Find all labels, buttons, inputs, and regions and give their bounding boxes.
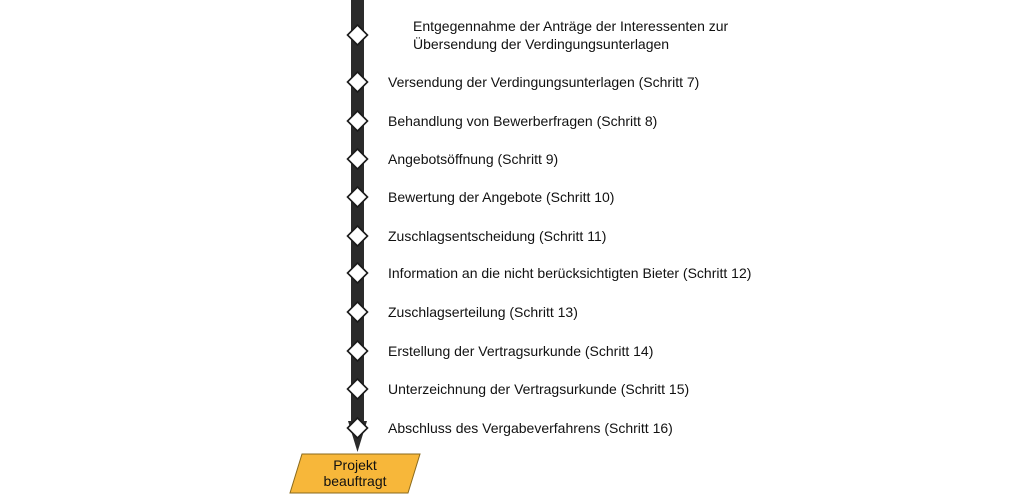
step-label-line: Übersendung der Verdingungsunterlagen — [413, 36, 670, 52]
step-label — [388, 73, 699, 91]
step-label-line: Erstellung der Vertragsurkunde (Schritt 14) — [388, 343, 654, 359]
milestone-diamond — [348, 187, 368, 207]
milestone-diamond — [348, 149, 368, 169]
step-label — [388, 188, 614, 206]
milestone-diamond — [348, 226, 368, 246]
step-label — [388, 303, 578, 321]
step-label-line: Angebotsöffnung (Schritt 9) — [388, 151, 559, 167]
milestone-diamond — [348, 341, 368, 361]
step-label-line: Zuschlagserteilung (Schritt 13) — [388, 304, 578, 320]
step-label-line: Unterzeichnung der Vertragsurkunde (Schritt 15) — [388, 381, 690, 397]
milestone-diamond — [348, 302, 368, 322]
step-label — [388, 112, 657, 130]
end-milestone-line-2: beauftragt — [323, 473, 387, 489]
step-label-line: Behandlung von Bewerberfragen (Schritt 8) — [388, 113, 658, 129]
step-label — [413, 17, 728, 53]
step-label — [388, 419, 673, 437]
step-label — [388, 380, 689, 398]
milestone-diamond — [348, 263, 368, 283]
milestone-diamond — [348, 25, 368, 45]
step-label-line: Bewertung der Angebote (Schritt 10) — [388, 189, 615, 205]
step-label — [388, 342, 653, 360]
milestone-diamond — [348, 111, 368, 131]
step-label — [388, 264, 751, 282]
step-label-line: Information an die nicht berücksichtigten Bieter (Schritt 12) — [388, 265, 752, 281]
step-label-line: Entgegennahme der Anträge der Interessenten zur — [413, 18, 729, 34]
step-label-line: Zuschlagsentscheidung (Schritt 11) — [388, 228, 607, 244]
step-label — [388, 227, 606, 245]
step-label-line: Abschluss des Vergabeverfahrens (Schritt 16) — [388, 420, 673, 436]
end-milestone-label — [290, 453, 420, 493]
milestone-diamond — [348, 379, 368, 399]
step-label — [388, 150, 558, 168]
step-label-line: Versendung der Verdingungsunterlagen (Schritt 7) — [388, 74, 700, 90]
end-milestone-line-1: Projekt — [333, 457, 377, 473]
milestone-diamond — [348, 72, 368, 92]
